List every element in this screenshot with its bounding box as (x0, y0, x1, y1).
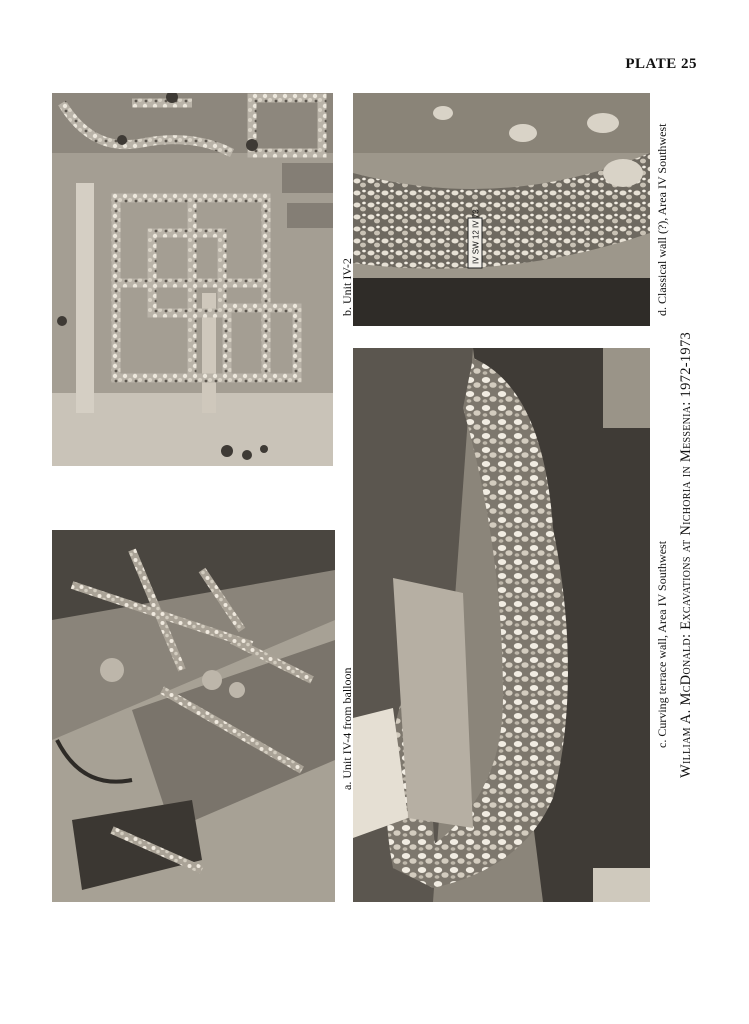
photo-unit-iv-4 (52, 530, 335, 902)
caption-a: a. Unit IV-4 from balloon (340, 667, 354, 790)
plate-footer-title: William A. McDonald: Excavations at Nichoria in Messenia: 1972-1973 (678, 331, 694, 778)
photo-classical-wall (353, 93, 650, 326)
plate-label: PLATE 25 (625, 56, 697, 72)
caption-b: b. Unit IV-2 (340, 258, 354, 316)
photo-curving-terrace-wall (353, 348, 650, 902)
photo-unit-iv-2 (52, 93, 333, 466)
caption-d: d. Classical wall (?), Area IV Southwest (655, 123, 669, 316)
caption-c: c. Curving terrace wall, Area IV Southwest (655, 540, 669, 748)
photo-tag: IV SW 12 IV 73 (471, 209, 481, 264)
